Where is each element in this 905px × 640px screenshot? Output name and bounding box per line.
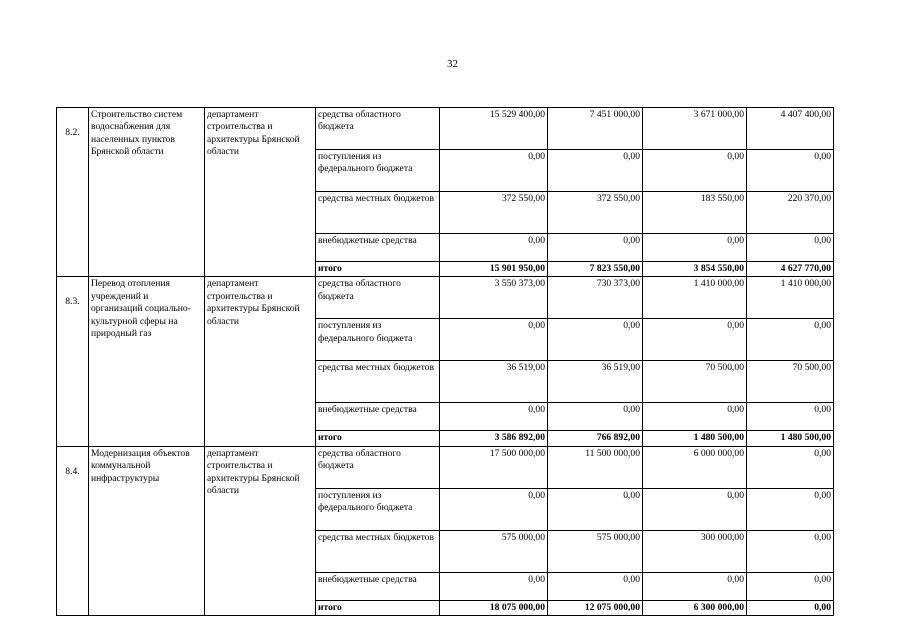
amount-cell: 0,00 [440, 572, 548, 600]
item-number-text: 8.4. [65, 465, 80, 477]
amount-cell: 300 000,00 [643, 530, 747, 572]
amount-cell: 0,00 [643, 234, 747, 262]
amount-cell: 1 410 000,00 [643, 277, 747, 319]
amount-cell: 0,00 [643, 403, 747, 431]
amount-cell: 0,00 [440, 403, 548, 431]
amount-cell: 3 671 000,00 [643, 108, 747, 150]
item-executor: департамент строительства и архитектуры Брянской области [205, 277, 316, 446]
funding-table [56, 107, 834, 616]
item-number-text: 8.3. [65, 296, 80, 308]
amount-cell: 15 529 400,00 [440, 108, 548, 150]
amount-cell: 0,00 [440, 150, 548, 192]
item-executor: департамент строительства и архитектуры Брянской области [205, 108, 316, 277]
amount-cell: 0,00 [548, 150, 643, 192]
amount-cell: 575 000,00 [440, 530, 548, 572]
amount-cell: 4 407 400,00 [747, 108, 834, 150]
funding-source: поступления из федерального бюджета [316, 488, 440, 530]
amount-cell: 0,00 [643, 150, 747, 192]
amount-cell: 0,00 [548, 234, 643, 262]
total-amount-cell: 15 901 950,00 [440, 262, 548, 277]
amount-cell: 0,00 [747, 530, 834, 572]
amount-cell: 372 550,00 [440, 192, 548, 234]
amount-cell: 0,00 [747, 572, 834, 600]
total-label: итого [316, 431, 440, 446]
table-row [57, 108, 834, 150]
funding-source: средства местных бюджетов [316, 530, 440, 572]
amount-cell: 220 370,00 [747, 192, 834, 234]
page-number: 32 [447, 58, 458, 70]
amount-cell: 0,00 [643, 572, 747, 600]
amount-cell: 1 410 000,00 [747, 277, 834, 319]
amount-cell: 0,00 [747, 446, 834, 488]
amount-cell: 0,00 [548, 488, 643, 530]
total-amount-cell: 12 075 000,00 [548, 600, 643, 615]
amount-cell: 730 373,00 [548, 277, 643, 319]
total-label: итого [316, 600, 440, 615]
item-executor: департамент строительства и архитектуры Брянской области [205, 446, 316, 615]
item-title: Строительство систем водоснабжения для населенных пунктов Брянской области [89, 108, 205, 277]
amount-cell: 575 000,00 [548, 530, 643, 572]
amount-cell: 0,00 [440, 488, 548, 530]
total-amount-cell: 0,00 [747, 600, 834, 615]
funding-source: внебюджетные средства [316, 403, 440, 431]
item-number [57, 446, 89, 615]
amount-cell: 0,00 [643, 488, 747, 530]
total-amount-cell: 1 480 500,00 [643, 431, 747, 446]
amount-cell: 0,00 [548, 319, 643, 361]
total-amount-cell: 7 823 550,00 [548, 262, 643, 277]
total-amount-cell: 18 075 000,00 [440, 600, 548, 615]
table-row [57, 446, 834, 488]
amount-cell: 3 550 373,00 [440, 277, 548, 319]
amount-cell: 0,00 [747, 150, 834, 192]
total-label: итого [316, 262, 440, 277]
amount-cell: 70 500,00 [643, 361, 747, 403]
total-amount-cell: 766 892,00 [548, 431, 643, 446]
amount-cell: 0,00 [548, 572, 643, 600]
amount-cell: 6 000 000,00 [643, 446, 747, 488]
item-number [57, 108, 89, 277]
amount-cell: 0,00 [747, 488, 834, 530]
funding-source: средства местных бюджетов [316, 361, 440, 403]
item-title: Модернизация объектов коммунальной инфраструктуры [89, 446, 205, 615]
amount-cell: 0,00 [747, 319, 834, 361]
amount-cell: 0,00 [747, 403, 834, 431]
funding-source: средства областного бюджета [316, 277, 440, 319]
amount-cell: 0,00 [643, 319, 747, 361]
funding-source: внебюджетные средства [316, 572, 440, 600]
funding-source: внебюджетные средства [316, 234, 440, 262]
funding-source: средства областного бюджета [316, 108, 440, 150]
amount-cell: 36 519,00 [548, 361, 643, 403]
amount-cell: 0,00 [747, 234, 834, 262]
amount-cell: 0,00 [548, 403, 643, 431]
total-amount-cell: 3 854 550,00 [643, 262, 747, 277]
amount-cell: 17 500 000,00 [440, 446, 548, 488]
amount-cell: 183 550,00 [643, 192, 747, 234]
amount-cell: 372 550,00 [548, 192, 643, 234]
funding-source: поступления из федерального бюджета [316, 319, 440, 361]
total-amount-cell: 1 480 500,00 [747, 431, 834, 446]
amount-cell: 0,00 [440, 319, 548, 361]
table-row [57, 277, 834, 319]
total-amount-cell: 6 300 000,00 [643, 600, 747, 615]
item-title: Перевод отопления учреждений и организаций социально-культурной сферы на природный газ [89, 277, 205, 446]
amount-cell: 70 500,00 [747, 361, 834, 403]
item-number [57, 277, 89, 446]
amount-cell: 0,00 [440, 234, 548, 262]
amount-cell: 7 451 000,00 [548, 108, 643, 150]
amount-cell: 36 519,00 [440, 361, 548, 403]
funding-source: средства местных бюджетов [316, 192, 440, 234]
amount-cell: 11 500 000,00 [548, 446, 643, 488]
item-number-text: 8.2. [65, 127, 80, 138]
funding-source: поступления из федерального бюджета [316, 150, 440, 192]
funding-source: средства областного бюджета [316, 446, 440, 488]
total-amount-cell: 3 586 892,00 [440, 431, 548, 446]
total-amount-cell: 4 627 770,00 [747, 262, 834, 277]
